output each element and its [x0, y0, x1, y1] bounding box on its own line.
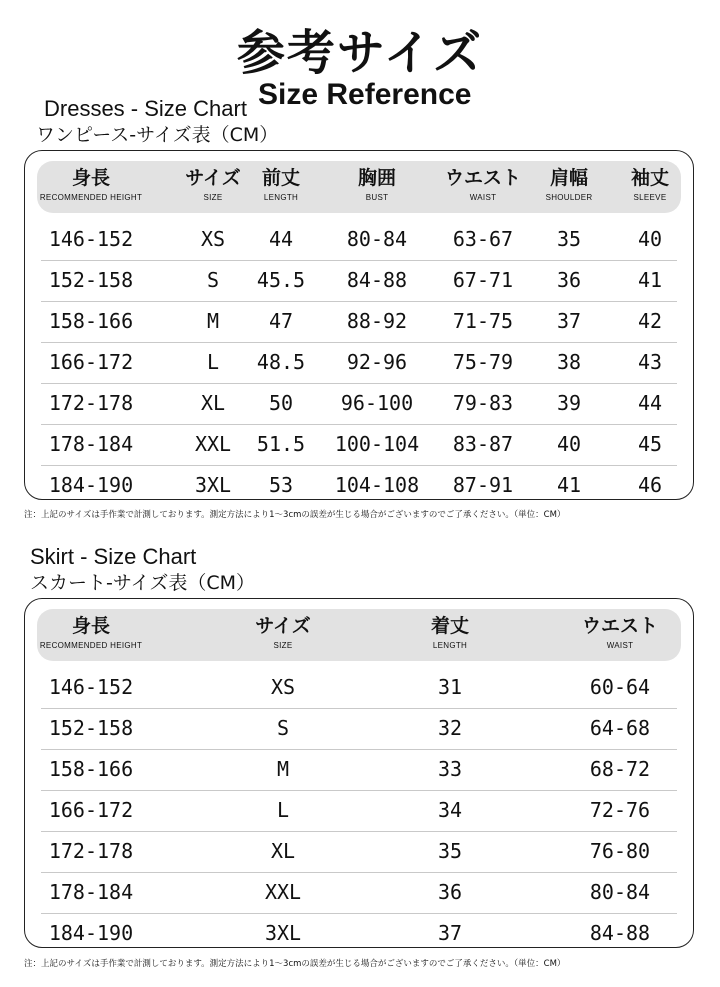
dress-table-cell: 39: [556, 391, 582, 415]
dress-header-cell: [185, 161, 240, 213]
dress-header-jp: 前丈: [261, 167, 301, 189]
dress-table-cell: 44: [637, 391, 663, 415]
dress-table-row: [41, 301, 677, 343]
dress-table-cell: 84-88: [346, 268, 408, 292]
skirt-header-jp: 身長: [71, 615, 111, 637]
dress-table-cell: 63-67: [452, 227, 514, 251]
dress-table-cell: 92-96: [346, 350, 408, 374]
dress-table-cell: M: [206, 309, 220, 333]
skirt-table-cell: 35: [437, 839, 463, 863]
skirt-table-row: [41, 872, 677, 914]
dress-table-cell: 40: [556, 432, 582, 456]
skirt-header-en: RECOMMENDED HEIGHT: [39, 641, 143, 650]
page-title: 参考サイズ: [236, 25, 484, 81]
skirt-table-row: [41, 708, 677, 750]
dress-table-cell: 146-152: [48, 227, 134, 251]
dress-header-en: SHOULDER: [545, 193, 593, 202]
skirt-table-row: [41, 749, 677, 791]
dress-table-cell: XL: [200, 391, 226, 415]
dress-table-cell: L: [206, 350, 220, 374]
skirt-table-cell: 158-166: [48, 757, 134, 781]
dress-table-cell: 50: [268, 391, 294, 415]
dress-title-jp: ワンピース-サイズ表（CM）: [36, 124, 279, 146]
dress-table-cell: 87-91: [452, 473, 514, 497]
dress-table-row: [41, 219, 677, 261]
dress-table-cell: XXL: [194, 432, 232, 456]
skirt-table-cell: S: [276, 716, 290, 740]
dress-table-header: [37, 161, 681, 213]
dress-header-jp: 身長: [71, 167, 111, 189]
skirt-table-cell: 152-158: [48, 716, 134, 740]
dress-header-en: WAIST: [469, 193, 497, 202]
skirt-table-cell: 80-84: [589, 880, 651, 904]
dress-table-cell: 36: [556, 268, 582, 292]
dress-table-cell: 38: [556, 350, 582, 374]
skirt-table-cell: 68-72: [589, 757, 651, 781]
dress-table-cell: 40: [637, 227, 663, 251]
skirt-header-cell: [255, 609, 310, 661]
dress-header-en: LENGTH: [263, 193, 299, 202]
dress-header-jp: サイズ: [185, 167, 241, 189]
dress-table-cell: 80-84: [346, 227, 408, 251]
skirt-header-jp: サイズ: [255, 615, 311, 637]
skirt-title-jp: スカート-サイズ表（CM）: [30, 572, 255, 594]
dress-table-cell: 172-178: [48, 391, 134, 415]
dress-table-cell: 152-158: [48, 268, 134, 292]
skirt-table-header: [37, 609, 681, 661]
dress-table-cell: 46: [637, 473, 663, 497]
skirt-table-cell: 84-88: [589, 921, 651, 945]
skirt-table-cell: 64-68: [589, 716, 651, 740]
dress-table-cell: 158-166: [48, 309, 134, 333]
dress-header-en: BUST: [365, 193, 389, 202]
dress-table-cell: 83-87: [452, 432, 514, 456]
dress-header-en: SLEEVE: [633, 193, 667, 202]
dress-table-cell: 178-184: [48, 432, 134, 456]
skirt-note: 注：上記のサイズは手作業で計測しております。測定方法により1～3cmの誤差が生じる場合がございますのでご了承ください。（単位：CM）: [24, 959, 566, 969]
dress-table-cell: 67-71: [452, 268, 514, 292]
skirt-header-en: SIZE: [273, 641, 293, 650]
dress-table-cell: 3XL: [194, 473, 232, 497]
skirt-header-en: WAIST: [606, 641, 634, 650]
dress-table-cell: 75-79: [452, 350, 514, 374]
skirt-table-cell: XS: [270, 675, 296, 699]
dress-table-row: [41, 383, 677, 425]
dress-header-cell: [546, 161, 593, 213]
skirt-table-row: [41, 831, 677, 873]
skirt-table-cell: 36: [437, 880, 463, 904]
skirt-table-cell: 34: [437, 798, 463, 822]
dress-table-cell: 96-100: [340, 391, 414, 415]
skirt-header-cell: [582, 609, 658, 661]
dress-table-cell: 100-104: [334, 432, 420, 456]
dress-header-jp: 胸囲: [357, 167, 397, 189]
skirt-table-cell: XXL: [264, 880, 302, 904]
dress-table-cell: 45: [637, 432, 663, 456]
dress-note: 注：上記のサイズは手作業で計測しております。測定方法により1～3cmの誤差が生じる場合がございますのでご了承ください。（単位：CM）: [24, 510, 566, 520]
skirt-table-cell: 32: [437, 716, 463, 740]
dress-table-cell: 37: [556, 309, 582, 333]
dress-table-cell: 79-83: [452, 391, 514, 415]
skirt-table-cell: XL: [270, 839, 296, 863]
dress-table-cell: 41: [556, 473, 582, 497]
dress-table-cell: 51.5: [256, 432, 306, 456]
dress-table-cell: 166-172: [48, 350, 134, 374]
dress-header-cell: [358, 161, 396, 213]
skirt-table-row: [41, 913, 677, 954]
dress-table-cell: S: [206, 268, 220, 292]
skirt-table-cell: 3XL: [264, 921, 302, 945]
dress-table-cell: 53: [268, 473, 294, 497]
skirt-table-cell: 72-76: [589, 798, 651, 822]
dress-table-cell: 71-75: [452, 309, 514, 333]
dress-header-cell: [445, 161, 521, 213]
skirt-title-en: Skirt - Size Chart: [30, 544, 197, 569]
dress-header-en: RECOMMENDED HEIGHT: [39, 193, 143, 202]
dress-table-cell: 45.5: [256, 268, 306, 292]
dress-table-row: [41, 342, 677, 384]
skirt-header-jp: ウエスト: [581, 615, 659, 637]
dress-table-cell: 88-92: [346, 309, 408, 333]
skirt-table-row: [41, 667, 677, 709]
dress-header-cell: [40, 161, 142, 213]
dress-table-row: [41, 465, 677, 506]
dress-table-cell: 42: [637, 309, 663, 333]
skirt-table-cell: 31: [437, 675, 463, 699]
dress-header-jp: 肩幅: [549, 167, 589, 189]
skirt-table-row: [41, 790, 677, 832]
dress-table-cell: 44: [268, 227, 294, 251]
skirt-header-en: LENGTH: [432, 641, 468, 650]
dress-table-cell: 41: [637, 268, 663, 292]
dress-table-cell: 48.5: [256, 350, 306, 374]
dress-header-cell: [631, 161, 669, 213]
dress-table-row: [41, 260, 677, 302]
skirt-size-table: [24, 598, 694, 948]
skirt-table-cell: 184-190: [48, 921, 134, 945]
skirt-header-jp: 着丈: [430, 615, 470, 637]
skirt-table-cell: 166-172: [48, 798, 134, 822]
skirt-table-cell: 146-152: [48, 675, 134, 699]
dress-table-cell: 184-190: [48, 473, 134, 497]
skirt-header-cell: [431, 609, 469, 661]
dress-header-jp: 袖丈: [630, 167, 670, 189]
dress-header-en: SIZE: [203, 193, 223, 202]
dress-table-row: [41, 424, 677, 466]
dress-size-table: [24, 150, 694, 500]
skirt-table-cell: M: [276, 757, 290, 781]
skirt-table-cell: 33: [437, 757, 463, 781]
skirt-table-cell: 60-64: [589, 675, 651, 699]
dress-header-jp: ウエスト: [444, 167, 522, 189]
dress-table-cell: 104-108: [334, 473, 420, 497]
skirt-table-cell: 172-178: [48, 839, 134, 863]
dress-header-cell: [262, 161, 300, 213]
dress-title-en: Dresses - Size Chart: [44, 96, 247, 121]
dress-table-cell: 43: [637, 350, 663, 374]
dress-table-cell: 47: [268, 309, 294, 333]
dress-table-cell: XS: [200, 227, 226, 251]
skirt-table-cell: 76-80: [589, 839, 651, 863]
page-subtitle: Size Reference: [258, 78, 472, 111]
skirt-header-cell: [40, 609, 142, 661]
skirt-table-cell: L: [276, 798, 290, 822]
dress-table-cell: 35: [556, 227, 582, 251]
skirt-table-cell: 37: [437, 921, 463, 945]
skirt-table-cell: 178-184: [48, 880, 134, 904]
